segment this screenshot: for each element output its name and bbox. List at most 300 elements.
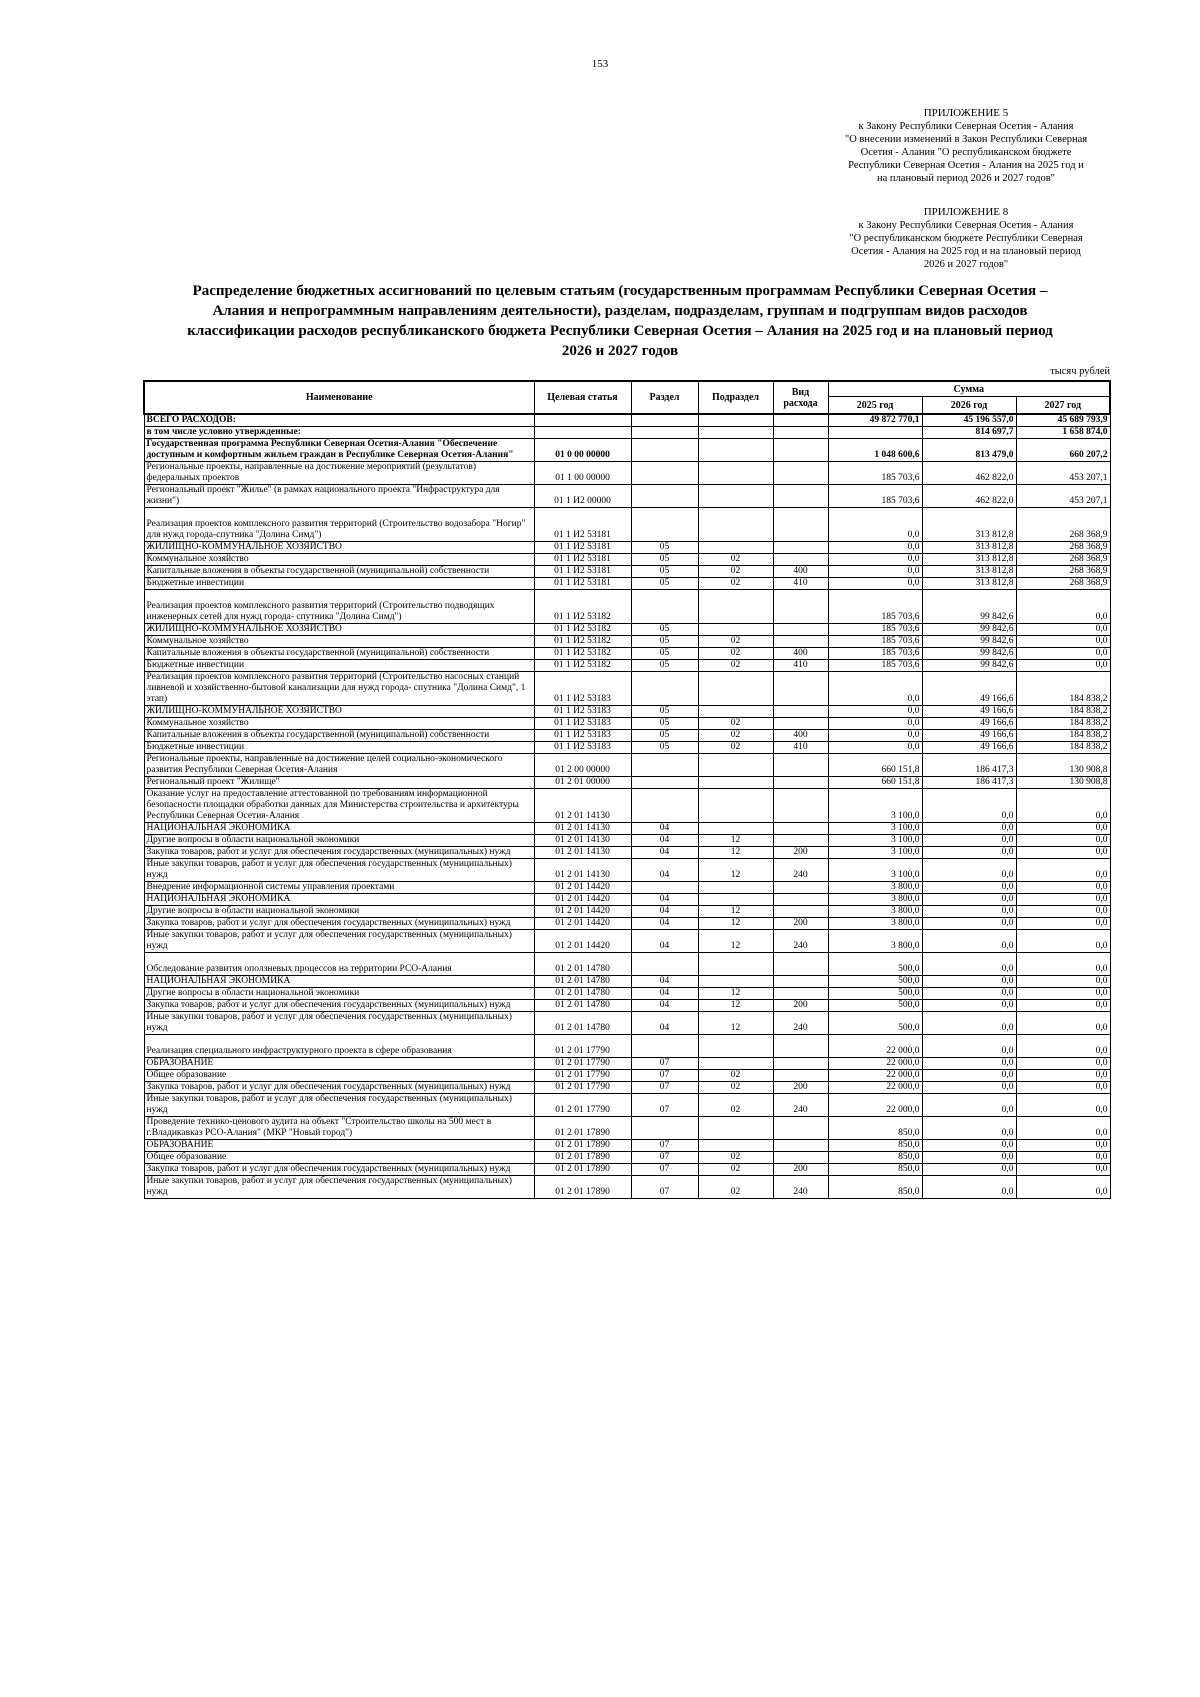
cell-2026: 49 166,6 [922, 730, 1016, 742]
cell-target-code: 01 2 01 17790 [534, 1094, 631, 1117]
cell-section [631, 439, 698, 462]
cell-subsection [698, 953, 773, 976]
cell-subsection [698, 485, 773, 508]
cell-expense-type [773, 508, 828, 542]
table-row [144, 508, 1110, 542]
table-row [144, 706, 1110, 718]
table-row [144, 1117, 1110, 1140]
cell-subsection [698, 789, 773, 823]
table-row [144, 882, 1110, 894]
table-row [144, 754, 1110, 777]
cell-subsection: 12 [698, 988, 773, 1000]
cell-name: Капитальные вложения в объекты государственной (муниципальной) собственности [144, 648, 534, 660]
cell-2027: 184 838,2 [1016, 672, 1110, 706]
table-row [144, 847, 1110, 859]
cell-target-code: 01 2 01 17890 [534, 1164, 631, 1176]
cell-2027: 0,0 [1016, 1012, 1110, 1035]
cell-section [631, 789, 698, 823]
cell-target-code: 01 1 И2 53181 [534, 578, 631, 590]
table-row [144, 590, 1110, 624]
cell-section: 05 [631, 624, 698, 636]
cell-target-code: 01 2 01 17790 [534, 1035, 631, 1058]
cell-subsection: 12 [698, 847, 773, 859]
table-row [144, 777, 1110, 789]
table-row [144, 648, 1110, 660]
cell-2027: 268 368,9 [1016, 566, 1110, 578]
cell-2026: 99 842,6 [922, 660, 1016, 672]
cell-2027: 0,0 [1016, 930, 1110, 953]
cell-section: 07 [631, 1152, 698, 1164]
cell-expense-type [773, 1035, 828, 1058]
table-row [144, 1094, 1110, 1117]
cell-target-code: 01 2 01 17890 [534, 1117, 631, 1140]
cell-target-code: 01 2 01 14420 [534, 930, 631, 953]
cell-expense-type: 200 [773, 1082, 828, 1094]
appendix-5-line: Осетия - Алания "О республиканском бюджете [860, 147, 1072, 158]
cell-2025: 0,0 [828, 578, 922, 590]
table-row [144, 906, 1110, 918]
cell-2025: 185 703,6 [828, 485, 922, 508]
cell-subsection [698, 882, 773, 894]
table-row [144, 542, 1110, 554]
cell-subsection [698, 777, 773, 789]
cell-expense-type [773, 636, 828, 648]
cell-section: 04 [631, 988, 698, 1000]
cell-target-code: 01 1 И2 53181 [534, 542, 631, 554]
cell-2026: 0,0 [922, 1140, 1016, 1152]
cell-expense-type: 400 [773, 566, 828, 578]
cell-name: Другие вопросы в области национальной экономики [144, 835, 534, 847]
cell-2027: 0,0 [1016, 918, 1110, 930]
header-2027: 2027 год [1016, 397, 1110, 415]
cell-2027: 0,0 [1016, 976, 1110, 988]
cell-name: Закупка товаров, работ и услуг для обеспечения государственных (муниципальных) нужд [144, 1000, 534, 1012]
cell-section: 05 [631, 578, 698, 590]
table-row [144, 1176, 1110, 1199]
cell-name: Иные закупки товаров, работ и услуг для обеспечения государственных (муниципальных) нужд [144, 859, 534, 882]
cell-section: 05 [631, 660, 698, 672]
cell-expense-type [773, 777, 828, 789]
appendix-5-heading: ПРИЛОЖЕНИЕ 5 [923, 107, 1009, 119]
cell-2026: 99 842,6 [922, 590, 1016, 624]
cell-target-code: 01 2 01 17790 [534, 1082, 631, 1094]
cell-2025: 49 872 770,1 [828, 414, 922, 427]
cell-subsection: 02 [698, 554, 773, 566]
cell-2026: 0,0 [922, 823, 1016, 835]
title-line: Распределение бюджетных ассигнований по целевым статьям (государственным программам Республики Северная Осетия – [192, 283, 1048, 299]
cell-name: Региональные проекты, направленные на достижение мероприятий (результатов) федеральных проектов [144, 462, 534, 485]
cell-expense-type: 240 [773, 859, 828, 882]
cell-2027: 0,0 [1016, 1152, 1110, 1164]
cell-2025: 22 000,0 [828, 1035, 922, 1058]
cell-name: Региональные проекты, направленные на достижение целей социально-экономического развития Республики Северная Осетия-Алания [144, 754, 534, 777]
cell-2025: 185 703,6 [828, 636, 922, 648]
cell-name: НАЦИОНАЛЬНАЯ ЭКОНОМИКА [144, 894, 534, 906]
cell-target-code: 01 0 00 00000 [534, 439, 631, 462]
cell-name: Иные закупки товаров, работ и услуг для обеспечения государственных (муниципальных) нужд [144, 930, 534, 953]
cell-section: 04 [631, 894, 698, 906]
cell-2027: 0,0 [1016, 590, 1110, 624]
cell-section [631, 462, 698, 485]
cell-2027: 0,0 [1016, 660, 1110, 672]
cell-target-code: 01 1 И2 53182 [534, 590, 631, 624]
table-row [144, 730, 1110, 742]
cell-2026: 0,0 [922, 894, 1016, 906]
cell-name: ОБРАЗОВАНИЕ [144, 1140, 534, 1152]
cell-2026: 313 812,8 [922, 578, 1016, 590]
table-row [144, 988, 1110, 1000]
cell-expense-type [773, 754, 828, 777]
cell-name: ЖИЛИЩНО-КОММУНАЛЬНОЕ ХОЗЯЙСТВО [144, 542, 534, 554]
cell-expense-type [773, 414, 828, 427]
cell-2025: 185 703,6 [828, 462, 922, 485]
cell-name: Реализация проектов комплексного развития территорий (Строительство подводящих инженерных сетей для нужд города- спутника "Долина Симд") [144, 590, 534, 624]
cell-target-code: 01 2 01 14780 [534, 1000, 631, 1012]
cell-target-code [534, 427, 631, 439]
cell-2025: 0,0 [828, 718, 922, 730]
table-row [144, 578, 1110, 590]
cell-2027: 0,0 [1016, 1176, 1110, 1199]
appendix-8-block [826, 206, 1106, 271]
cell-name: Другие вопросы в области национальной экономики [144, 988, 534, 1000]
cell-2026: 813 479,0 [922, 439, 1016, 462]
cell-section [631, 414, 698, 427]
cell-target-code [534, 414, 631, 427]
cell-subsection: 02 [698, 648, 773, 660]
cell-subsection [698, 754, 773, 777]
table-row [144, 660, 1110, 672]
table-row [144, 1070, 1110, 1082]
cell-2025: 850,0 [828, 1152, 922, 1164]
cell-2026: 0,0 [922, 1164, 1016, 1176]
cell-section: 07 [631, 1082, 698, 1094]
cell-2025: 3 100,0 [828, 859, 922, 882]
cell-2026: 0,0 [922, 1152, 1016, 1164]
cell-subsection [698, 823, 773, 835]
cell-2027: 130 908,8 [1016, 754, 1110, 777]
cell-2027: 184 838,2 [1016, 742, 1110, 754]
cell-2026: 462 822,0 [922, 485, 1016, 508]
cell-2026: 0,0 [922, 976, 1016, 988]
header-sum: Сумма [828, 381, 1110, 397]
cell-target-code: 01 2 01 14130 [534, 835, 631, 847]
cell-expense-type: 400 [773, 648, 828, 660]
cell-target-code: 01 2 01 14420 [534, 918, 631, 930]
cell-name: Иные закупки товаров, работ и услуг для обеспечения государственных (муниципальных) нужд [144, 1012, 534, 1035]
cell-2026: 0,0 [922, 988, 1016, 1000]
cell-2026: 0,0 [922, 859, 1016, 882]
cell-name: Закупка товаров, работ и услуг для обеспечения государственных (муниципальных) нужд [144, 1164, 534, 1176]
cell-2026: 186 417,3 [922, 754, 1016, 777]
cell-subsection [698, 706, 773, 718]
header-2026: 2026 год [922, 397, 1016, 415]
cell-expense-type [773, 485, 828, 508]
cell-section: 04 [631, 1000, 698, 1012]
header-target: Целевая статья [534, 381, 631, 414]
cell-2026: 45 196 557,0 [922, 414, 1016, 427]
cell-2026: 313 812,8 [922, 508, 1016, 542]
cell-target-code: 01 2 01 14420 [534, 894, 631, 906]
cell-section: 05 [631, 554, 698, 566]
appendix-8-line: "О республиканском бюджете Республики Северная [849, 233, 1083, 244]
table-row [144, 894, 1110, 906]
cell-section: 04 [631, 823, 698, 835]
cell-2027: 453 207,1 [1016, 462, 1110, 485]
cell-name: Реализация специального инфраструктурного проекта в сфере образования [144, 1035, 534, 1058]
table-row [144, 636, 1110, 648]
cell-expense-type [773, 835, 828, 847]
table-row [144, 953, 1110, 976]
cell-target-code: 01 2 01 14420 [534, 882, 631, 894]
cell-2026: 462 822,0 [922, 462, 1016, 485]
cell-subsection: 12 [698, 835, 773, 847]
cell-name: ЖИЛИЩНО-КОММУНАЛЬНОЕ ХОЗЯЙСТВО [144, 706, 534, 718]
cell-subsection: 12 [698, 906, 773, 918]
cell-section [631, 754, 698, 777]
cell-section [631, 508, 698, 542]
cell-name: Региональный проект "Жилище" [144, 777, 534, 789]
cell-target-code: 01 1 И2 53183 [534, 730, 631, 742]
cell-2027: 0,0 [1016, 894, 1110, 906]
cell-2025: 3 800,0 [828, 894, 922, 906]
cell-expense-type [773, 590, 828, 624]
cell-name: НАЦИОНАЛЬНАЯ ЭКОНОМИКА [144, 823, 534, 835]
cell-2026: 0,0 [922, 906, 1016, 918]
table-row [144, 485, 1110, 508]
cell-2026: 0,0 [922, 835, 1016, 847]
cell-section [631, 427, 698, 439]
cell-2025: 3 800,0 [828, 918, 922, 930]
cell-expense-type: 400 [773, 730, 828, 742]
cell-target-code: 01 2 01 00000 [534, 777, 631, 789]
cell-2027: 0,0 [1016, 648, 1110, 660]
cell-section: 07 [631, 1070, 698, 1082]
cell-name: ОБРАЗОВАНИЕ [144, 1058, 534, 1070]
cell-target-code: 01 1 И2 53183 [534, 706, 631, 718]
cell-target-code: 01 2 01 14780 [534, 988, 631, 1000]
cell-name: Капитальные вложения в объекты государственной (муниципальной) собственности [144, 730, 534, 742]
table-row [144, 1035, 1110, 1058]
cell-expense-type [773, 906, 828, 918]
cell-subsection [698, 672, 773, 706]
cell-target-code: 01 2 01 17790 [534, 1058, 631, 1070]
cell-section: 05 [631, 542, 698, 554]
cell-section: 04 [631, 1012, 698, 1035]
cell-subsection: 12 [698, 1000, 773, 1012]
cell-subsection: 02 [698, 660, 773, 672]
cell-section [631, 882, 698, 894]
cell-2025: 3 100,0 [828, 823, 922, 835]
cell-2027: 660 207,2 [1016, 439, 1110, 462]
cell-target-code: 01 2 01 14420 [534, 906, 631, 918]
cell-section: 04 [631, 930, 698, 953]
cell-target-code: 01 2 00 00000 [534, 754, 631, 777]
cell-section: 05 [631, 730, 698, 742]
cell-expense-type: 200 [773, 1164, 828, 1176]
cell-name: Коммунальное хозяйство [144, 718, 534, 730]
cell-2025: 0,0 [828, 508, 922, 542]
cell-2027: 0,0 [1016, 847, 1110, 859]
cell-2026: 0,0 [922, 1058, 1016, 1070]
cell-subsection [698, 439, 773, 462]
appendix-8-line: Осетия - Алания на 2025 год и на плановый период [851, 246, 1081, 257]
cell-section: 05 [631, 706, 698, 718]
cell-2025: 22 000,0 [828, 1070, 922, 1082]
cell-2026: 313 812,8 [922, 542, 1016, 554]
cell-2026: 0,0 [922, 1035, 1016, 1058]
cell-section [631, 777, 698, 789]
cell-target-code: 01 2 01 14130 [534, 847, 631, 859]
cell-expense-type [773, 462, 828, 485]
cell-2026: 0,0 [922, 1094, 1016, 1117]
cell-target-code: 01 1 И2 53183 [534, 742, 631, 754]
cell-section: 07 [631, 1164, 698, 1176]
cell-2027: 0,0 [1016, 823, 1110, 835]
cell-2025: 3 800,0 [828, 906, 922, 918]
cell-target-code: 01 1 И2 53182 [534, 660, 631, 672]
cell-2025: 660 151,8 [828, 777, 922, 789]
cell-subsection [698, 1035, 773, 1058]
cell-expense-type: 200 [773, 847, 828, 859]
cell-2025: 500,0 [828, 976, 922, 988]
cell-expense-type [773, 624, 828, 636]
cell-section: 05 [631, 718, 698, 730]
cell-2027: 0,0 [1016, 1058, 1110, 1070]
cell-subsection: 02 [698, 1152, 773, 1164]
cell-2025: 850,0 [828, 1140, 922, 1152]
table-row [144, 930, 1110, 953]
cell-subsection: 02 [698, 718, 773, 730]
cell-2027: 0,0 [1016, 1082, 1110, 1094]
cell-name: Закупка товаров, работ и услуг для обеспечения государственных (муниципальных) нужд [144, 918, 534, 930]
cell-2027: 0,0 [1016, 953, 1110, 976]
cell-name: Коммунальное хозяйство [144, 554, 534, 566]
cell-expense-type: 240 [773, 1012, 828, 1035]
cell-expense-type [773, 1140, 828, 1152]
appendix-5-block [826, 107, 1106, 185]
cell-2027: 0,0 [1016, 1000, 1110, 1012]
cell-2025: 850,0 [828, 1117, 922, 1140]
cell-expense-type: 200 [773, 1000, 828, 1012]
document-title [140, 281, 1100, 361]
cell-2027: 268 368,9 [1016, 542, 1110, 554]
cell-2025: 0,0 [828, 554, 922, 566]
cell-expense-type [773, 427, 828, 439]
cell-2026: 186 417,3 [922, 777, 1016, 789]
cell-target-code: 01 2 01 17890 [534, 1140, 631, 1152]
cell-2026: 99 842,6 [922, 648, 1016, 660]
table-row [144, 823, 1110, 835]
table-row [144, 427, 1110, 439]
unit-label: тысяч рублей [1050, 366, 1110, 377]
cell-subsection [698, 1140, 773, 1152]
cell-name: Бюджетные инвестиции [144, 660, 534, 672]
cell-2026: 99 842,6 [922, 636, 1016, 648]
table-row [144, 672, 1110, 706]
cell-section: 07 [631, 1094, 698, 1117]
cell-target-code: 01 1 И2 53183 [534, 718, 631, 730]
table-row [144, 1012, 1110, 1035]
cell-target-code: 01 1 И2 53181 [534, 554, 631, 566]
cell-2025: 850,0 [828, 1164, 922, 1176]
cell-subsection [698, 427, 773, 439]
cell-subsection [698, 462, 773, 485]
cell-target-code: 01 1 И2 53181 [534, 566, 631, 578]
cell-name: Общее образование [144, 1070, 534, 1082]
cell-subsection: 02 [698, 636, 773, 648]
cell-2025: 3 800,0 [828, 930, 922, 953]
cell-name: Обследование развития оползневых процессов на территории РСО-Алания [144, 953, 534, 976]
cell-target-code: 01 1 И2 53183 [534, 672, 631, 706]
cell-subsection: 12 [698, 930, 773, 953]
cell-section [631, 590, 698, 624]
cell-section: 05 [631, 648, 698, 660]
cell-2025: 660 151,8 [828, 754, 922, 777]
cell-2027: 453 207,1 [1016, 485, 1110, 508]
cell-target-code: 01 1 И2 53182 [534, 624, 631, 636]
header-2025: 2025 год [828, 397, 922, 415]
cell-name: ЖИЛИЩНО-КОММУНАЛЬНОЕ ХОЗЯЙСТВО [144, 624, 534, 636]
cell-section: 05 [631, 566, 698, 578]
cell-2025: 500,0 [828, 1012, 922, 1035]
cell-expense-type [773, 953, 828, 976]
cell-2027: 0,0 [1016, 789, 1110, 823]
cell-2027: 184 838,2 [1016, 706, 1110, 718]
cell-subsection [698, 542, 773, 554]
cell-name: Капитальные вложения в объекты государственной (муниципальной) собственности [144, 566, 534, 578]
cell-name: Коммунальное хозяйство [144, 636, 534, 648]
cell-section: 07 [631, 1176, 698, 1199]
cell-expense-type: 240 [773, 1094, 828, 1117]
cell-2025: 22 000,0 [828, 1094, 922, 1117]
cell-2027: 0,0 [1016, 835, 1110, 847]
cell-2027: 0,0 [1016, 624, 1110, 636]
cell-expense-type [773, 789, 828, 823]
cell-2026: 313 812,8 [922, 566, 1016, 578]
table-row [144, 554, 1110, 566]
cell-subsection: 02 [698, 1082, 773, 1094]
cell-2026: 0,0 [922, 953, 1016, 976]
cell-2026: 0,0 [922, 1000, 1016, 1012]
cell-2026: 0,0 [922, 918, 1016, 930]
cell-name: Внедрение информационной системы управления проектами [144, 882, 534, 894]
cell-name: Реализация проектов комплексного развития территорий (Строительство водозабора "Ногир" для нужд города-спутника "Долина Симд") [144, 508, 534, 542]
cell-target-code: 01 1 И2 53182 [534, 636, 631, 648]
cell-2025: 185 703,6 [828, 660, 922, 672]
cell-expense-type [773, 1058, 828, 1070]
cell-2025: 0,0 [828, 566, 922, 578]
cell-2025: 22 000,0 [828, 1082, 922, 1094]
cell-target-code: 01 1 И2 00000 [534, 485, 631, 508]
table-row [144, 624, 1110, 636]
cell-section: 04 [631, 859, 698, 882]
cell-subsection: 02 [698, 578, 773, 590]
cell-2025: 1 048 600,6 [828, 439, 922, 462]
table-row [144, 835, 1110, 847]
cell-expense-type [773, 823, 828, 835]
cell-2027: 0,0 [1016, 1094, 1110, 1117]
cell-name: Иные закупки товаров, работ и услуг для обеспечения государственных (муниципальных) нужд [144, 1176, 534, 1199]
cell-2026: 99 842,6 [922, 624, 1016, 636]
table-body [144, 414, 1110, 1199]
cell-section [631, 672, 698, 706]
cell-name: Иные закупки товаров, работ и услуг для обеспечения государственных (муниципальных) нужд [144, 1094, 534, 1117]
cell-2025: 3 100,0 [828, 835, 922, 847]
cell-name: ВСЕГО РАСХОДОВ: [144, 414, 534, 427]
cell-target-code: 01 2 01 17890 [534, 1176, 631, 1199]
cell-section: 04 [631, 976, 698, 988]
cell-2027: 130 908,8 [1016, 777, 1110, 789]
